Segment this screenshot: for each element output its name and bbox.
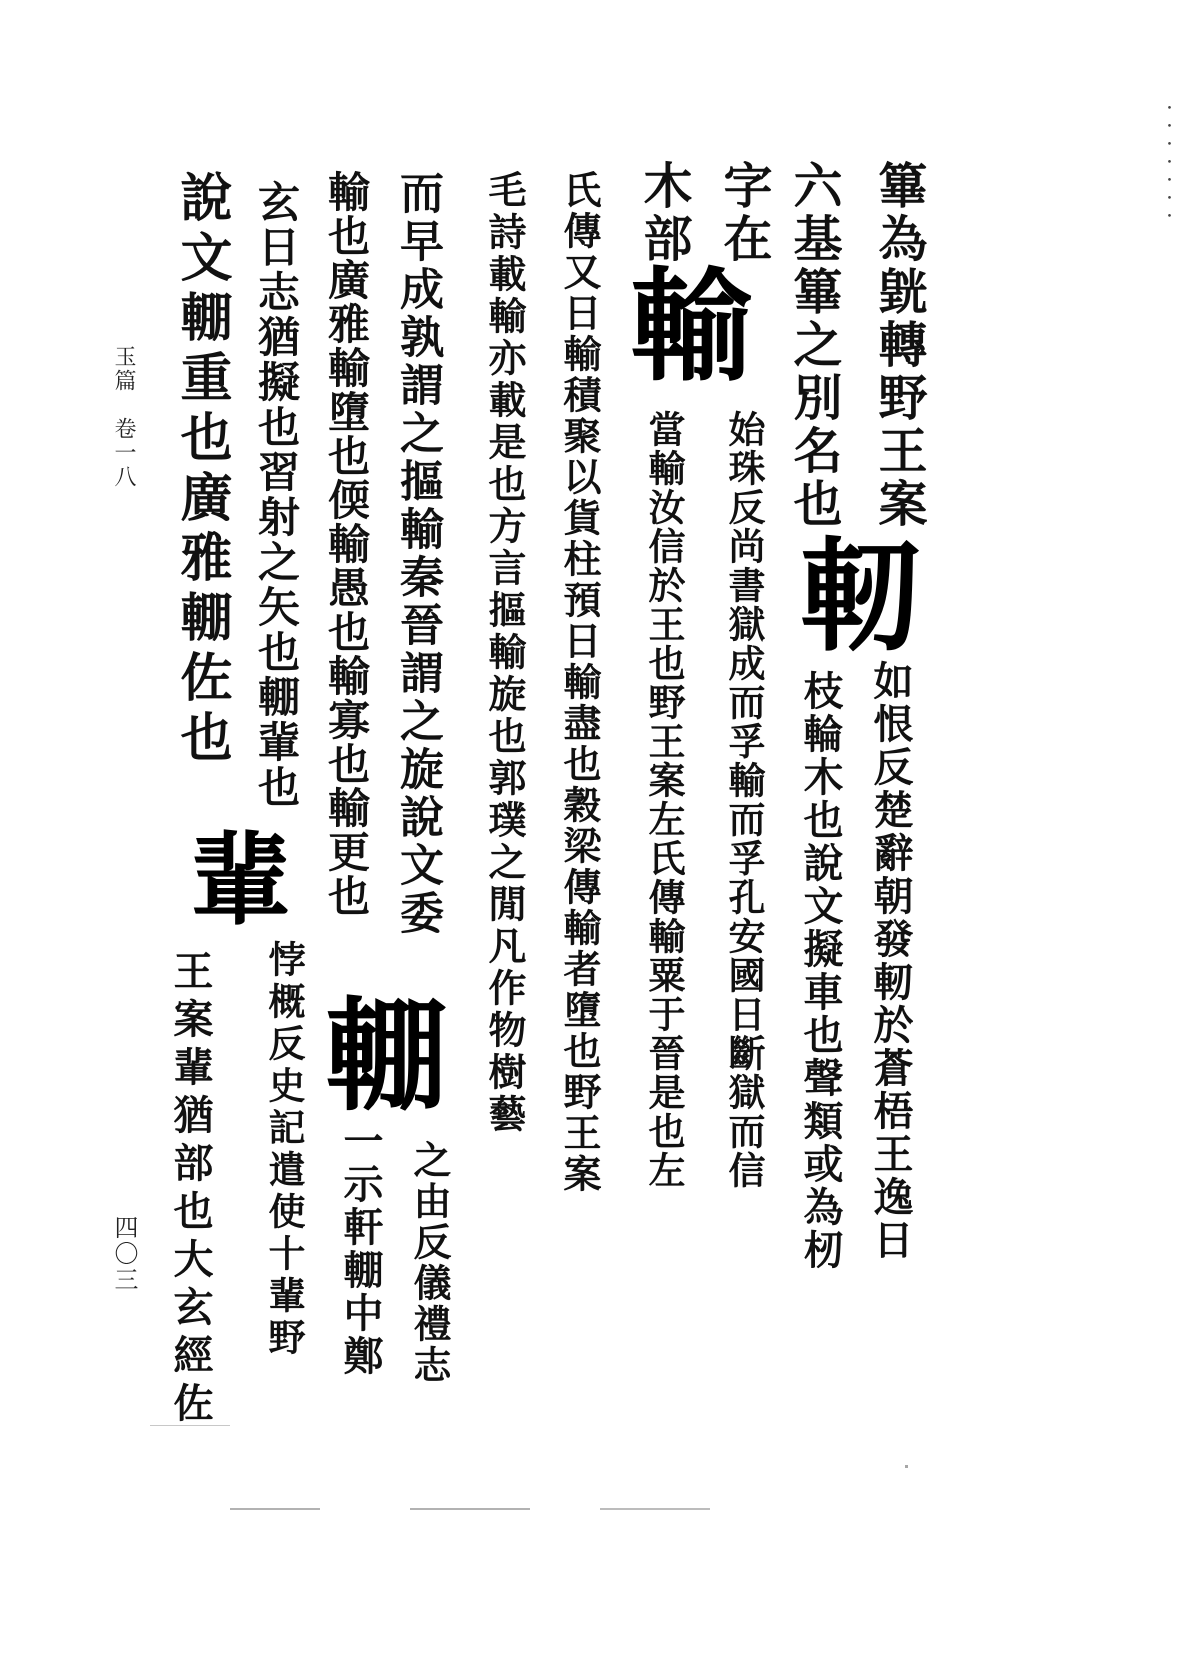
note-column-6: 一示軒輣中鄭 [337, 1120, 384, 1378]
text-column-9: 玄日志猶擬也習射之矢也輣軰也 [252, 180, 301, 810]
headword-shu: 輸 [630, 254, 752, 398]
note-column-4: 當輸汝信於王也野王案左氏傳輸粟于晉是也左 [642, 410, 686, 1190]
scan-artifact [230, 1508, 320, 1510]
edge-scan-marks: ・・・・・・・ [1160, 100, 1178, 226]
note-column-2: 枝輪木也說文擬車也聲類或為杒 [797, 670, 844, 1272]
scan-artifact [150, 1425, 230, 1426]
scan-artifact [410, 1508, 530, 1510]
text-column-4: 木部 [636, 160, 694, 266]
book-title-margin: 玉篇 卷一八 [111, 345, 136, 489]
scan-artifact [600, 1508, 710, 1510]
note-column-3: 始珠反尚書獄成而孚輸而孚孔安國日斷獄而信 [722, 410, 766, 1190]
headword-peng: 輣 [325, 984, 447, 1128]
scan-artifact [905, 1465, 908, 1468]
note-column-8: 王案輩猶部也大玄經佐 [167, 950, 214, 1430]
note-column-1: 如恨反楚辭朝發軔於蒼梧王逸日 [867, 660, 914, 1262]
text-column-2: 六基篳之別名也 [786, 160, 844, 531]
text-column-8: 輸也廣雅輸墮也偄輸愚也輸寡也輸更也 [322, 170, 371, 918]
text-column-7: 而早成孰謂之摳輸秦晉謂之旋說文委 [392, 170, 443, 938]
text-column-6: 毛詩載輸亦載是也方言摳輸旋也郭璞之閒凡作物樹藝 [482, 170, 527, 1136]
text-column-10: 說文輣重也廣雅輣佐也 [171, 170, 232, 770]
headword-ren: 軔 [800, 524, 922, 668]
page-number: 四〇三 [110, 1215, 138, 1293]
text-column-1: 篳為皝轉野王案 [871, 160, 929, 531]
text-column-3: 字在 [716, 160, 774, 266]
text-column-5: 氏傳又日輸積聚以貨柱預日輸盡也穀梁傳輸者墮也野王案 [557, 170, 602, 1195]
note-column-5: 之由反儀禮志 [407, 1140, 452, 1386]
headword-bei: 輩 [190, 821, 290, 939]
note-column-7: 悖概反史記遣使十輩野 [262, 940, 306, 1360]
